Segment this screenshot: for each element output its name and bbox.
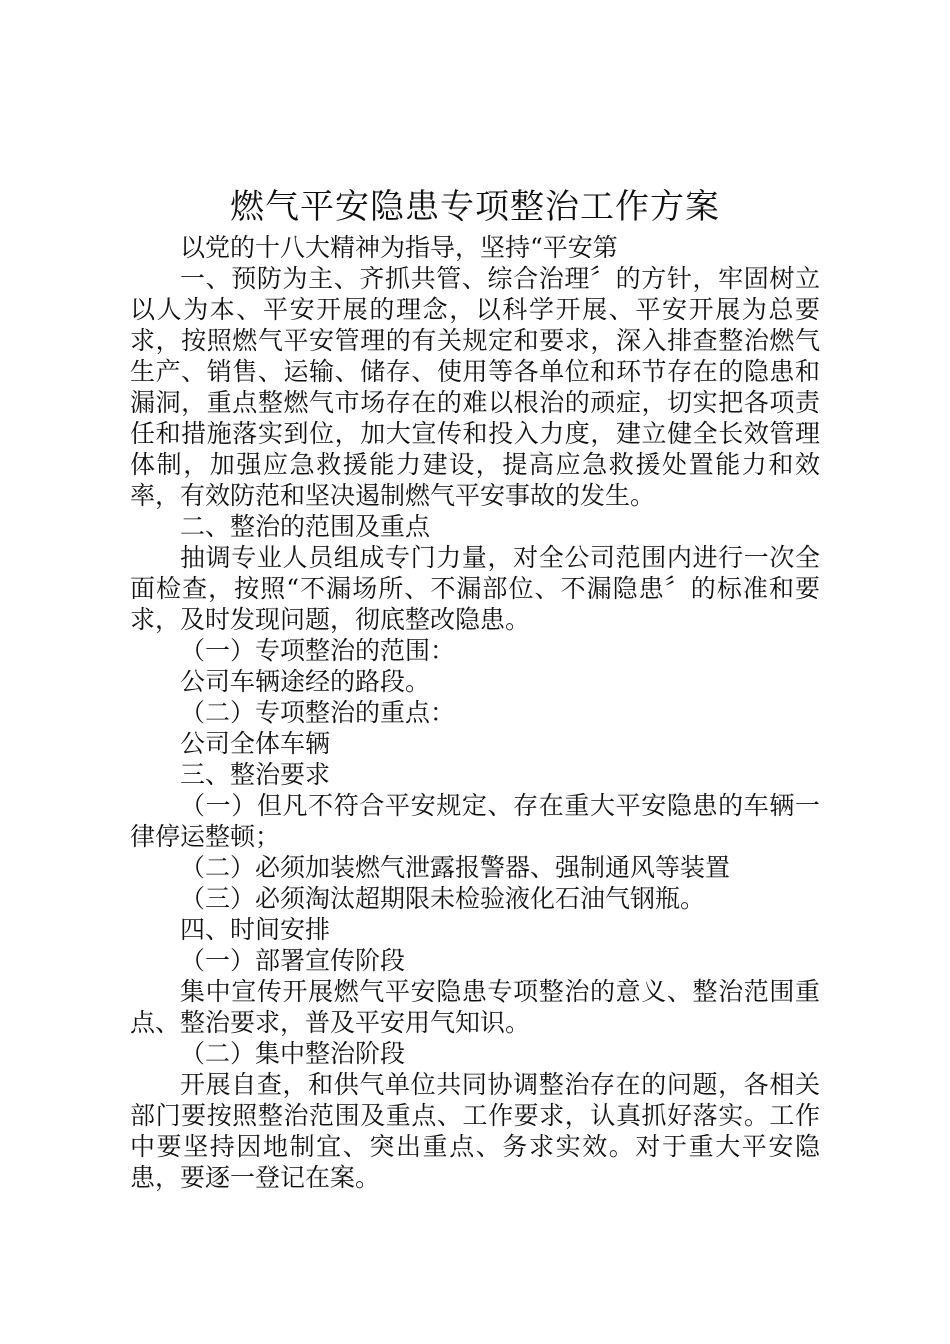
paragraph: 开展自查，和供气单位共同协调整治存在的问题，各相关部门要按照整治范围及重点、工作要求，认真抓好落实。工作中要坚持因地制宜、突出重点、务求实效。对于重大平安隐患，要逐一登记在案。 <box>130 1070 820 1192</box>
subsection-heading: （一）部署宣传阶段 <box>180 946 406 975</box>
document-body <box>130 232 820 1193</box>
paragraph: 集中宣传开展燃气平安隐患专项整治的意义、整治范围重点、整治要求，普及平安用气知识。 <box>130 977 820 1037</box>
section-heading: 四、时间安排 <box>180 915 331 944</box>
paragraph: 以党的十八大精神为指导，坚持“平安第 <box>180 233 618 262</box>
paragraph: 公司车辆途经的路段。 <box>180 667 431 696</box>
paragraph: 一、预防为主、齐抓共管、综合治理〞的方针，牢固树立以人为本、平安开展的理念，以科学开展、平安开展为总要求，按照燃气平安管理的有关规定和要求，深入排查整治燃气生产、销售、运输、储存、使用等各单位和环节存在的隐患和漏洞，重点整燃气市场存在的难以根治的顽症，切实把各项责任和措施落实到位，加大宣传和投入力度，建立健全长效管理体制，加强应急救援能力建设，提高应急救援处置能力和效率，有效防范和坚决遏制燃气平安事故的发生。 <box>130 264 820 510</box>
section-heading: 二、整治的范围及重点 <box>180 512 431 541</box>
list-item: （三）必须淘汰超期限未检验液化石油气钢瓶。 <box>180 884 706 913</box>
section-heading: 三、整治要求 <box>180 760 331 789</box>
list-item: （二）必须加装燃气泄露报警器、强制通风等装置 <box>180 853 731 882</box>
list-item: （一）但凡不符合平安规定、存在重大平安隐患的车辆一律停运整顿； <box>130 791 820 851</box>
subsection-heading: （一）专项整治的范围： <box>180 636 456 665</box>
paragraph: 抽调专业人员组成专门力量，对全公司范围内进行一次全面检查，按照“不漏场所、不漏部位、不漏隐患〞的标准和要求，及时发现问题，彻底整改隐患。 <box>130 543 820 634</box>
paragraph: 公司全体车辆 <box>180 729 331 758</box>
subsection-heading: （二）专项整治的重点： <box>180 698 456 727</box>
subsection-heading: （二）集中整治阶段 <box>180 1039 406 1068</box>
document-title: 燃气平安隐患专项整治工作方案 <box>230 187 720 227</box>
